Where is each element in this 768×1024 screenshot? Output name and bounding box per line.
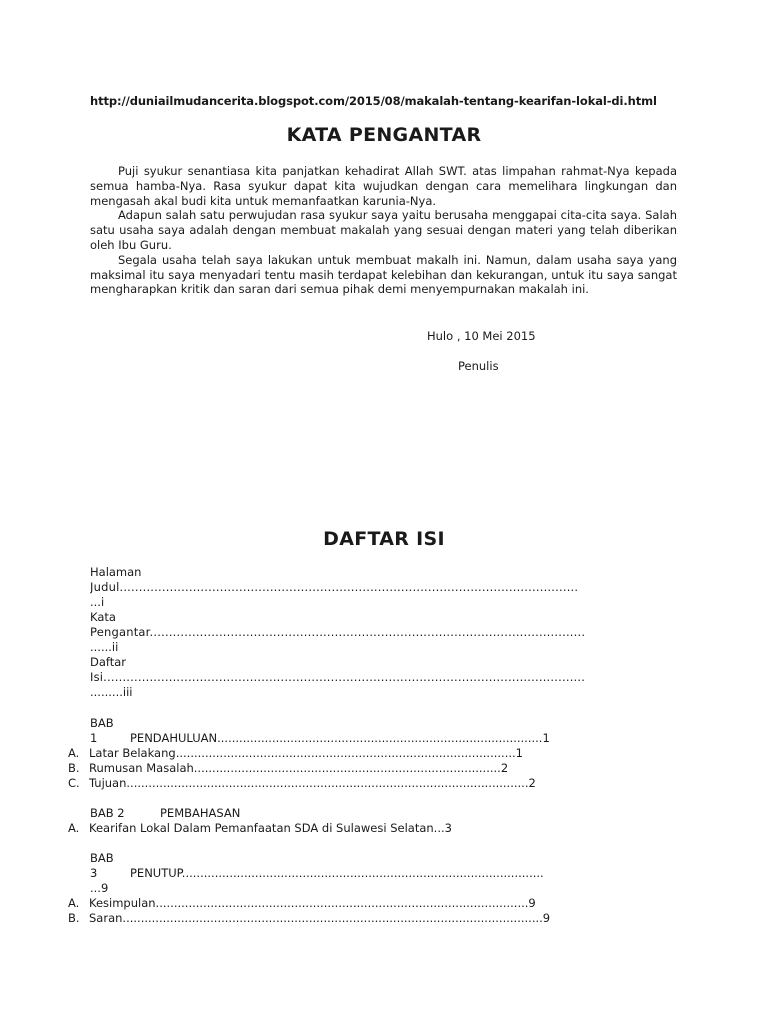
toc-entry-leader: Pengantar.................................................................................................................: [90, 625, 586, 639]
kata-pengantar-title: KATA PENGANTAR: [286, 124, 482, 146]
bab-heading-line: [90, 806, 676, 821]
toc-entry-page: ...9: [90, 881, 109, 895]
bab-number: 3: [90, 866, 98, 880]
bab-heading-line: [90, 731, 676, 746]
item-marker: A.: [68, 746, 80, 760]
item-text: Kesimpulan......................................................................................................9: [89, 896, 536, 910]
bab-number: 1: [90, 731, 98, 745]
item-text: Tujuan..............................................................................................................2: [89, 776, 536, 790]
toc-entry-leader: Isi.............................................................................................................................: [90, 670, 586, 684]
item-text: Kearifan Lokal Dalam Pemanfaatan SDA di Sulawesi Selatan...3: [89, 821, 452, 835]
toc-item: [68, 776, 678, 791]
item-marker: A.: [68, 821, 80, 835]
bab-label: BAB: [90, 716, 114, 730]
toc-item: [68, 761, 678, 776]
toc-entry-leader: Judul.......................................................................................................................: [90, 580, 579, 594]
toc-entry-page: ......ii: [90, 640, 119, 654]
item-text: Rumusan Masalah....................................................................................2: [89, 761, 509, 775]
toc-entry-page: ...i: [90, 595, 105, 609]
daftar-isi-title: DAFTAR ISI: [323, 528, 445, 550]
item-marker: A.: [68, 896, 80, 910]
toc-bab-1: [90, 716, 676, 746]
toc-entry-label: Kata: [90, 610, 116, 624]
toc-entry-page: .........iii: [90, 685, 133, 699]
toc-item: [68, 896, 678, 911]
author-label: Penulis: [458, 359, 499, 373]
toc-item: [68, 911, 678, 926]
item-text: Saran...................................................................................................................9: [89, 911, 551, 925]
item-marker: B.: [68, 761, 80, 775]
item-marker: C.: [68, 776, 80, 790]
bab-heading: PENUTUP...................................................................................................: [130, 866, 544, 880]
paragraph-3: Segala usaha telah saya lakukan untuk membuat makalh ini. Namun, dalam usaha saya yang maksimal itu saya menyadari tentu masih terdapat kelebihan dan kekurangan, untuk itu saya sangat mengharapkan kritik dan saran dari semua pihak demi menyempurnakan makalah ini.: [90, 252, 677, 297]
bab-heading-line: [90, 866, 676, 881]
bab-heading: PEMBAHASAN: [160, 806, 241, 820]
source-url[interactable]: http://duniailmudancerita.blogspot.com/2015/08/makalah-tentang-kearifan-lokal-di.html: [90, 94, 657, 108]
toc-item: [68, 821, 678, 836]
toc-front-matter: [90, 565, 676, 700]
kata-pengantar-body: [90, 164, 677, 297]
bab-label: BAB 2: [90, 806, 125, 820]
toc-item: [68, 746, 678, 761]
bab-label: BAB: [90, 851, 114, 865]
bab-heading: PENDAHULUAN.........................................................................................1: [130, 731, 550, 745]
toc-entry-label: Halaman: [90, 565, 142, 579]
paragraph-1: Puji syukur senantiasa kita panjatkan kehadirat Allah SWT. atas limpahan rahmat-Nya kepada semua hamba-Nya. Rasa syukur dapat kita wujudkan dengan cara memelihara lingkungan dan mengasah akal budi kita untuk memanfaatkan karunia-Nya.: [90, 164, 677, 208]
toc-entry-label: Daftar: [90, 655, 127, 669]
toc-bab-3: [90, 851, 676, 896]
item-text: Latar Belakang.............................................................................................1: [89, 746, 523, 760]
paragraph-2: Adapun salah satu perwujudan rasa syukur saya yaitu berusaha menggapai cita-cita saya. Salah satu usaha saya adalah dengan membuat makalah yang sesuai dengan materi yang telah diberikan oleh Ibu Guru.: [90, 208, 677, 252]
place-date: Hulo , 10 Mei 2015: [427, 329, 536, 343]
toc-bab-2: [90, 806, 676, 821]
item-marker: B.: [68, 911, 80, 925]
